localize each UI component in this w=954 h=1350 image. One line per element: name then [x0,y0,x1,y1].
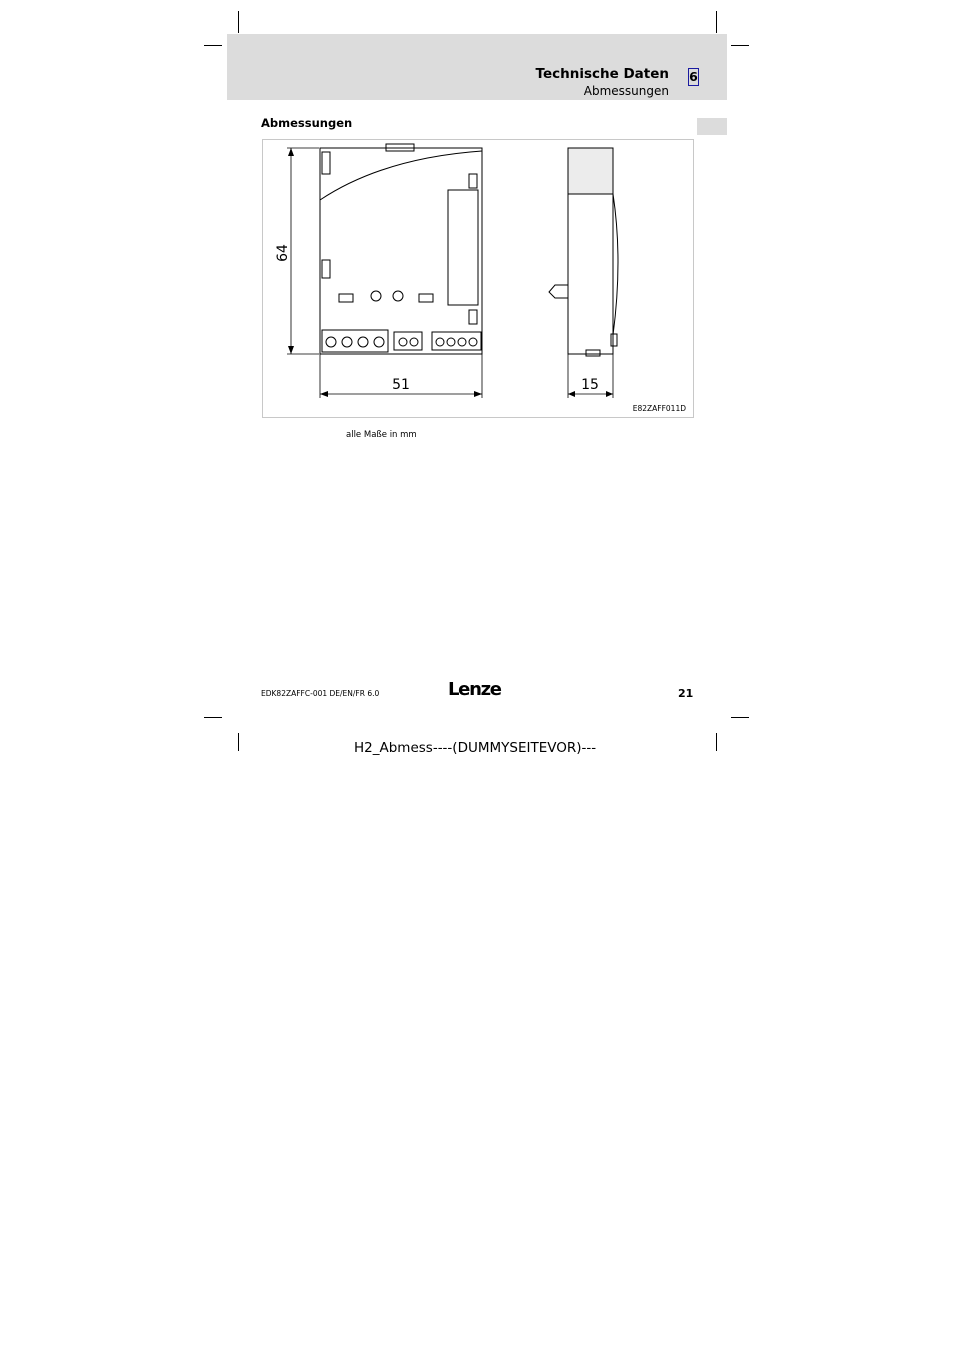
side-tab-marker [697,118,727,135]
lenze-logo: Lenze [448,679,501,700]
chapter-number: 6 [689,69,698,84]
module-front-curve [320,151,482,200]
terminal-block-1 [322,330,388,352]
crop-mark [731,45,749,46]
din-rail-clip [549,285,568,298]
page-number: 21 [678,687,694,700]
side-foot [586,350,600,356]
dimension-width-label: 51 [392,377,410,393]
side-tab-upper [469,174,477,188]
dummy-page-marker: H2_Abmess----(DUMMYSEITEVOR)--- [354,740,597,756]
figure-id: E82ZAFF011D [632,404,686,413]
crop-mark [204,45,222,46]
crop-mark [238,11,239,33]
side-tab-lower [469,310,477,324]
side-nub [611,334,617,346]
front-led-2 [371,291,381,301]
crop-mark [204,717,222,718]
clip-middle [322,260,330,278]
side-connector [448,190,478,305]
terminal-block-3 [432,332,481,350]
figure-caption: alle Maße in mm [346,430,417,440]
clip-top [322,152,330,174]
page-title: Technische Daten [535,66,669,82]
dimension-height-label: 64 [275,244,291,262]
crop-mark [731,717,749,718]
front-led-1 [339,294,353,302]
dimension-depth-label: 15 [581,377,599,393]
module-side-curve [613,194,618,335]
module-front-outline [320,148,482,354]
module-side-top [568,148,613,194]
front-led-3 [393,291,403,301]
front-led-4 [419,294,433,302]
crop-mark [716,733,717,751]
crop-mark [238,733,239,751]
crop-mark [716,11,717,33]
dimension-drawing [262,139,694,418]
dimension-drawing-svg [263,140,695,419]
page-subtitle: Abmessungen [583,84,669,98]
section-heading: Abmessungen [261,116,353,130]
document-id: EDK82ZAFFC-001 DE/EN/FR 6.0 [261,689,380,698]
